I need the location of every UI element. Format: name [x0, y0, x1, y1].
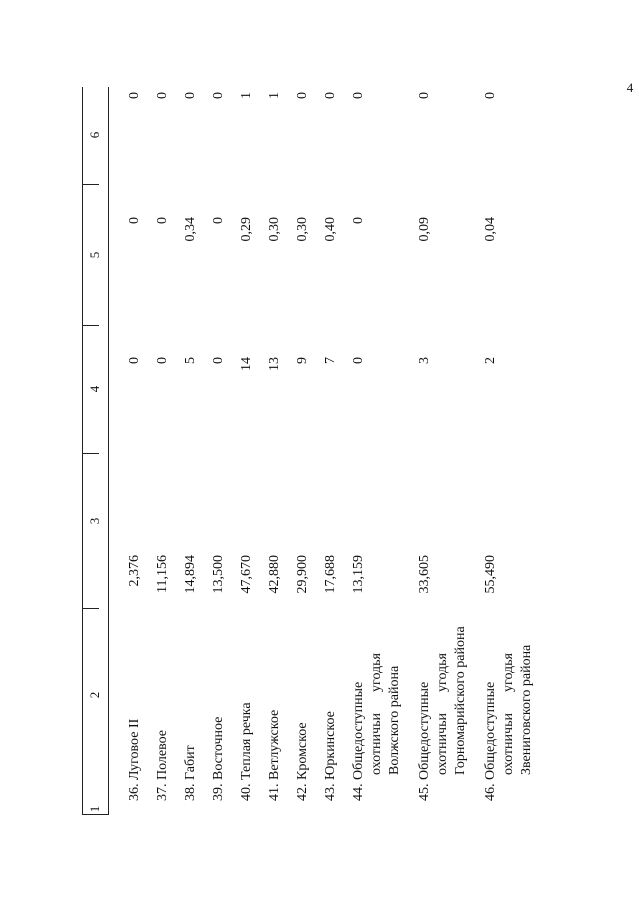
row-name-word: охотничьи	[435, 713, 450, 775]
table-cell-c4: 7	[323, 357, 338, 364]
table-top-rule	[82, 87, 83, 815]
row-name-line	[500, 653, 518, 801]
row-name-word: угодья	[501, 653, 516, 692]
table-cell-c4: 3	[417, 357, 432, 364]
row-name	[416, 626, 470, 801]
table-cell-c6: 0	[211, 92, 226, 99]
row-name-line: Звениговского района	[519, 644, 534, 775]
row-name	[126, 641, 144, 801]
row-name-word: охотничьи	[501, 713, 516, 775]
table-cell-c3: 13,500	[211, 555, 226, 594]
row-name-word: угодья	[435, 653, 450, 692]
row-name-word: охотничьи	[369, 713, 384, 775]
row-name-line: 36. Луговое II	[127, 718, 142, 801]
column-divider	[82, 453, 99, 454]
table-cell-c4: 0	[127, 357, 142, 364]
table-cell-c6: 0	[483, 92, 498, 99]
table-cell-c3: 11,156	[155, 555, 170, 593]
table-cell-c3: 2,376	[127, 555, 142, 587]
row-name	[154, 641, 172, 801]
row-name-line: 40. Теплая речка	[239, 702, 254, 801]
table-cell-c6: 0	[183, 92, 198, 99]
row-name	[350, 641, 404, 801]
row-name	[210, 641, 228, 801]
column-divider	[82, 608, 99, 609]
row-name	[238, 641, 256, 801]
table-cell-c5: 0,30	[295, 217, 310, 242]
column-divider	[82, 184, 99, 185]
row-name	[482, 641, 536, 801]
table-cell-c6: 0	[155, 92, 170, 99]
header-col-1: 1	[87, 805, 102, 813]
table-cell-c5: 0,04	[483, 217, 498, 242]
row-name-line: Волжского района	[387, 665, 402, 775]
table-cell-c5: 0,40	[323, 217, 338, 242]
table-cell-c6: 1	[239, 92, 254, 99]
table-cell-c5: 0	[127, 217, 142, 224]
table-cell-c4: 0	[211, 357, 226, 364]
row-name-line: 46. Общедоступные	[483, 681, 498, 801]
row-name-line: 39. Восточное	[211, 716, 226, 801]
table-cell-c6: 0	[295, 92, 310, 99]
table-cell-c4: 13	[267, 357, 282, 371]
table-cell-c5: 0,09	[417, 217, 432, 242]
row-name-line	[434, 653, 452, 801]
table-cell-c4: 0	[155, 357, 170, 364]
row-name-line: 37. Полевое	[155, 729, 170, 801]
table-cell-c6: 0	[351, 92, 366, 99]
table-cell-c4: 5	[183, 357, 198, 364]
header-col-6: 6	[87, 131, 102, 139]
table-header-rule	[108, 87, 109, 815]
column-divider	[82, 325, 99, 326]
row-name-line: 43. Юркинское	[323, 711, 338, 801]
table-cell-c4: 14	[239, 357, 254, 371]
table-cell-c6: 0	[127, 92, 142, 99]
table-cell-c4: 9	[295, 357, 310, 364]
row-name-line: Горномарийского района	[453, 626, 468, 775]
data-table	[82, 87, 578, 815]
table-cell-c5: 0	[155, 217, 170, 224]
header-col-4: 4	[87, 385, 102, 393]
table-cell-c4: 0	[351, 357, 366, 364]
row-name-line: 41. Ветлужское	[267, 709, 282, 801]
row-name-line: 45. Общедоступные	[417, 681, 432, 801]
header-col-3: 3	[87, 517, 102, 525]
table-cell-c6: 0	[323, 92, 338, 99]
table-cell-c3: 33,605	[417, 555, 432, 594]
table-cell-c3: 47,670	[239, 555, 254, 594]
row-name-word: угодья	[369, 653, 384, 692]
row-name-line: 38. Габит	[183, 745, 198, 801]
table-cell-c6: 1	[267, 92, 282, 99]
row-name-line: 42. Кромское	[295, 722, 310, 801]
table-cell-c3: 55,490	[483, 555, 498, 594]
table-cell-c4: 2	[483, 357, 498, 364]
page-number: 4	[626, 80, 634, 95]
table-cell-c3: 13,159	[351, 555, 366, 594]
row-name-line	[368, 653, 386, 801]
table-cell-c5: 0	[211, 217, 226, 224]
row-name	[294, 641, 312, 801]
header-col-5: 5	[87, 251, 102, 259]
row-name	[266, 641, 284, 801]
table-cell-c6: 0	[417, 92, 432, 99]
table-cell-c5: 0	[351, 217, 366, 224]
row-name	[182, 641, 200, 801]
table-cell-c3: 29,900	[295, 555, 310, 594]
table-cell-c5: 0,29	[239, 217, 254, 242]
table-cell-c5: 0,34	[183, 217, 198, 242]
table-cell-c3: 17,688	[323, 555, 338, 594]
row-name-line: 44. Общедоступные	[351, 681, 366, 801]
header-col-2: 2	[87, 691, 102, 699]
table-cell-c3: 42,880	[267, 555, 282, 594]
table-cell-c3: 14,894	[183, 555, 198, 594]
row-name	[322, 641, 340, 801]
table-cell-c5: 0,30	[267, 217, 282, 242]
